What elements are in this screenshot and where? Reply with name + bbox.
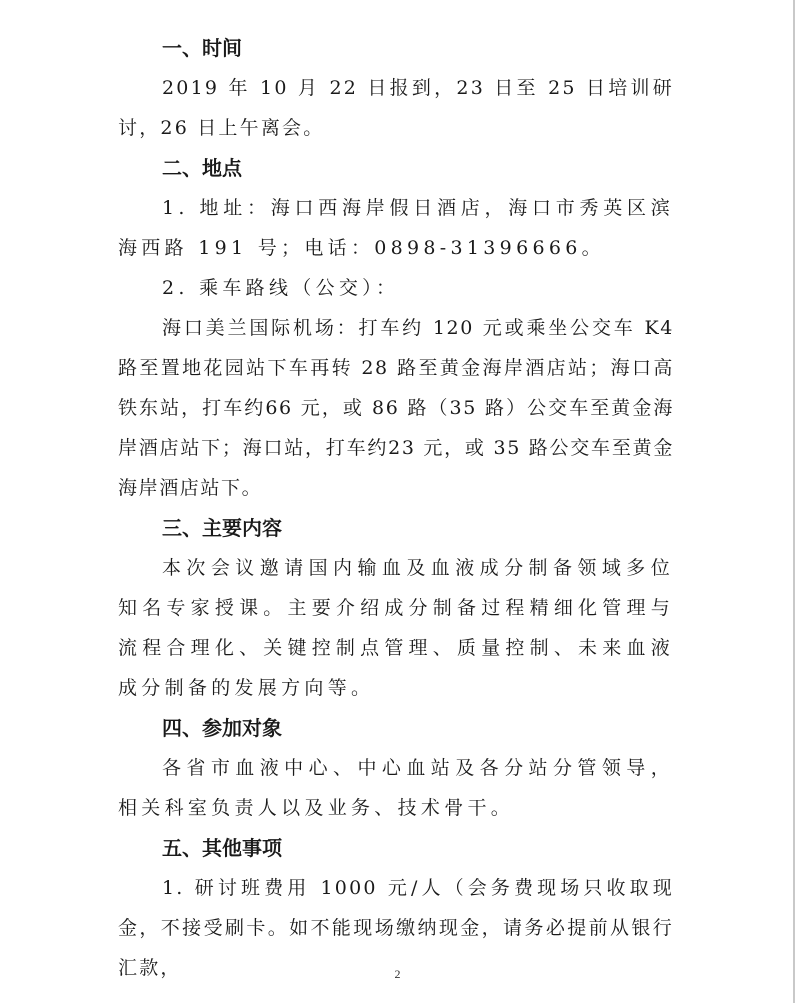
content-paragraph: 本次会议邀请国内输血及血液成分制备领域多位知名专家授课。主要介绍成分制备过程精细化管理与流程合理化、关键控制点管理、质量控制、未来血液成分制备的发展方向等。 [118,557,674,699]
section-heading-time: 一、时间 [162,36,242,60]
address-paragraph: 1. 地址：海口西海岸假日酒店，海口市秀英区滨海西路 191 号；电话：0898-31396666。 [118,197,674,259]
time-paragraph: 2019 年 10 月 22 日报到，23 日至 25 日培训研讨，26 日上午离会。 [118,77,674,139]
section-heading-other: 五、其他事项 [162,836,282,860]
participants-paragraph: 各省市血液中心、中心血站及各分站分管领导，相关科室负责人以及业务、技术骨干。 [118,757,674,819]
route-title-paragraph: 2. 乘车路线（公交）： [162,277,400,299]
route-detail-paragraph: 海口美兰国际机场：打车约 120 元或乘坐公交车 K4 路至置地花园站下车再转 28 路至黄金海岸酒店站；海口高铁东站，打车约66 元，或 86 路（35 路）公交车至黄金海岸酒店站下；海口站，打车约23 元，或 35 路公交车至黄金海岸酒店站下。 [118,317,674,499]
fee-paragraph: 1. 研讨班费用 1000 元/人（会务费现场只收取现金，不接受刷卡。如不能现场缴纳现金，请务必提前从银行汇款， [118,877,674,979]
document-body [118,28,674,988]
section-heading-location: 二、地点 [162,156,242,180]
page-number: 2 [394,967,401,981]
section-heading-content: 三、主要内容 [162,516,282,540]
section-heading-participants: 四、参加对象 [162,716,282,740]
